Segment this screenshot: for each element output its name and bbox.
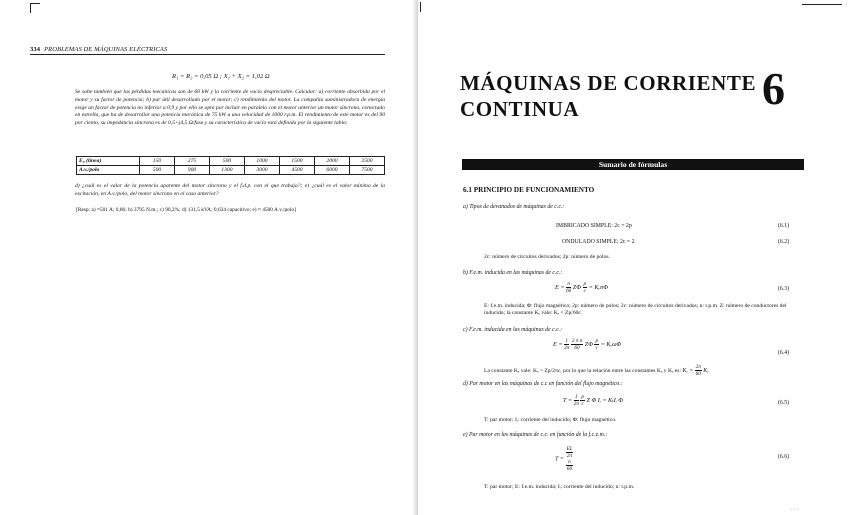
table-cell: 6000 (315, 166, 350, 175)
item-d: d) Par motor en las máquinas de c.c en función del flujo magnético.: (463, 381, 623, 387)
chapter-title-line1: MÁQUINAS DE CORRIENTE (460, 71, 757, 95)
table-cell: 3000 (245, 166, 280, 175)
denominator: c (581, 401, 584, 407)
formula-6-3 (555, 281, 608, 294)
table-cell: 900 (175, 166, 210, 175)
numerator: p (583, 281, 587, 287)
numerator: p (595, 338, 599, 344)
item-b: b) F.e.m. inducida en las máquinas de c.c.: (463, 270, 563, 276)
table-row-header: E₀ (línea) (77, 157, 140, 166)
crop-mark (802, 4, 842, 5)
item-c: c) F.e.m. inducida en las máquinas de c.c.: (463, 327, 563, 333)
chapter-title-line2: CONTINUA (460, 97, 580, 121)
table-cell: 150 (140, 157, 175, 166)
table-cell: 1000 (245, 157, 280, 166)
numerator: 2π (695, 364, 701, 370)
numerator: 1 (565, 338, 568, 344)
numerator: 1 (574, 394, 578, 400)
formula-lhs: T = (555, 455, 565, 463)
formula-6-4 (553, 338, 621, 351)
problem-text: Se sabe también que las pérdidas mecánicas son de 60 kW y la corriente de vacío despreciable. Calcular: a) corriente absorbida por el motor y su factor de potencia; b) par útil desarrollado por el motor; c) rendimiento del motor. La compañía suministradora de energía exige un factor de potencia no inferior a 0,9 y por ello se opta por incluir en paralelo con el motor anterior un motor síncrono, conectado en estrella, que ha de desarrollar una potencia mecánica de 75 kW a una velocidad de 1000 r.p.m. El rendimiento de este motor es del 90 por ciento, su impedancia síncrona es de 0,5+j4,5 Ω/fase y su característica de vacío está definida por la siguiente tabla: (75, 89, 385, 127)
chapter-number: 6 (762, 63, 785, 114)
table-cell: 1300 (210, 166, 245, 175)
inner-denominator: 60 (566, 466, 573, 472)
crop-mark (30, 3, 40, 4)
chapter-title (460, 70, 756, 122)
running-head (30, 46, 385, 55)
relation-lhs: Kₑ = (682, 367, 694, 374)
equation-number: (6.2) (778, 239, 790, 245)
formula-rhs: = KₑωΦ (600, 340, 622, 348)
formula-lhs: E = (553, 340, 563, 348)
denominator: 60 (695, 371, 701, 377)
denominator: 2π (564, 345, 570, 351)
imbricado-equation: IMBRICADO SIMPLE: 2c = 2p (556, 223, 632, 229)
note-c (484, 364, 709, 377)
numerator: n (567, 281, 570, 287)
fraction (594, 338, 599, 351)
table-row (77, 166, 385, 175)
ondulado-equation: ONDULADO SIMPLE: 2c = 2 (562, 239, 635, 245)
formula-6-5 (563, 394, 623, 407)
denominator-prefix: 2π (566, 453, 573, 459)
fraction (566, 281, 571, 294)
table-cell: 2000 (315, 157, 350, 166)
fraction (580, 394, 585, 407)
denominator: c (595, 345, 598, 351)
table-row-header: A.v./polo (77, 166, 140, 175)
item-e: e) Par motor en las máquinas de c.c. en función de la f.c.e.m.: (463, 432, 608, 438)
table-cell: 275 (175, 157, 210, 166)
table-cell: 2500 (350, 157, 385, 166)
resistance-equation: R₁ = R₂ = 0,05 Ω ; X₁ + X₂ = 1,02 Ω (172, 73, 270, 80)
formula-middle: ZΦ (584, 340, 593, 348)
equation-number: (6.5) (778, 400, 790, 406)
formula-lhs: E = (555, 283, 565, 291)
equation-number: (6.6) (778, 454, 790, 460)
numerator: p (581, 394, 584, 400)
answer-text: [Resp: a) ≈501 A; 0,86; b) 3795 N.m.; c) 90,2%; d) 131,5 kVA; 0,634 capacitivo; e) ≈ 4500 A.v./polo] (76, 207, 296, 213)
formula-middle: ZΦ (572, 283, 581, 291)
note-e: T: par motor; E: f.e.m. inducida; Iᵢ: corriente del inducido; n: r.p.m. (484, 484, 635, 490)
section-heading: 6.1 PRINCIPIO DE FUNCIONAMIENTO (463, 186, 595, 194)
question-d-text: d) ¿cuál es el valor de la potencia aparente del motor síncrono y el f.d.p. con el que trabaja?; e) ¿cuál es el valor mínimo de la excitación, en A.v./polo, del motor síncrono en el caso anterior? (75, 183, 385, 197)
equation-number: (6.1) (778, 223, 790, 229)
formula-lhs: T = (563, 396, 573, 404)
inner-numerator: n (566, 459, 574, 466)
note-a: 2c: número de circuitos derivados; 2p: número de polos. (484, 254, 610, 260)
denominator (566, 453, 574, 472)
crop-mark (30, 3, 31, 13)
numerator: EIᵢ (566, 446, 573, 452)
page-number: 334 (30, 46, 41, 53)
note-c-text: La constante Kₑ vale: Kₑ = Zp/2πc, por lo que la relación entre las constantes Kₑ y Kₑ es: (484, 367, 682, 374)
table-cell: 500 (210, 157, 245, 166)
numerator: 2 π n (571, 338, 583, 344)
left-page (0, 0, 418, 515)
table-row (77, 157, 385, 166)
vacuum-characteristic-table (76, 156, 385, 175)
formula-rhs: = KₑnΦ (588, 283, 608, 291)
item-a: a) Tipos de devanados de máquinas de c.c.: (463, 204, 565, 210)
fraction (583, 281, 588, 294)
relation-rhs: Kₑ (703, 367, 709, 374)
table-cell: 4500 (280, 166, 315, 175)
table-cell: 1500 (280, 157, 315, 166)
fraction (574, 394, 579, 407)
table-cell: 7500 (350, 166, 385, 175)
fraction (566, 446, 574, 472)
table-cell: 500 (140, 166, 175, 175)
crop-mark (420, 2, 421, 12)
equation-number: (6.4) (778, 350, 790, 356)
formula-summary-banner: Sumario de fórmulas (462, 159, 804, 170)
note-b: E: f.e.m. inducida; Φ: flujo magnético; 2p: número de polos; 2c: número de circuitos derivados; n: r.p.m. Z: número de conductores del inducido; la constante Kₑ vale: Kₑ = Zp/60c. (484, 303, 787, 317)
page-end-dots: · · · (790, 507, 799, 513)
denominator: c (583, 288, 586, 294)
formula-6-6 (555, 446, 573, 472)
denominator: 60 (574, 345, 580, 351)
fraction (695, 364, 702, 377)
denominator: 60 (566, 288, 572, 294)
fraction (571, 338, 583, 351)
inner-fraction (566, 459, 574, 472)
equation-number: (6.3) (778, 286, 790, 292)
formula-rhs: Z Φ Iᵢ = KₜIᵢ Φ (586, 396, 624, 404)
running-head-title: PROBLEMAS DE MÁQUINAS ELÉCTRICAS (44, 46, 168, 53)
fraction (564, 338, 569, 351)
denominator: 2π (573, 401, 579, 407)
note-d: T: par motor; Iᵢ: corriente del inducido; Φ: flujo magnético. (484, 417, 617, 423)
